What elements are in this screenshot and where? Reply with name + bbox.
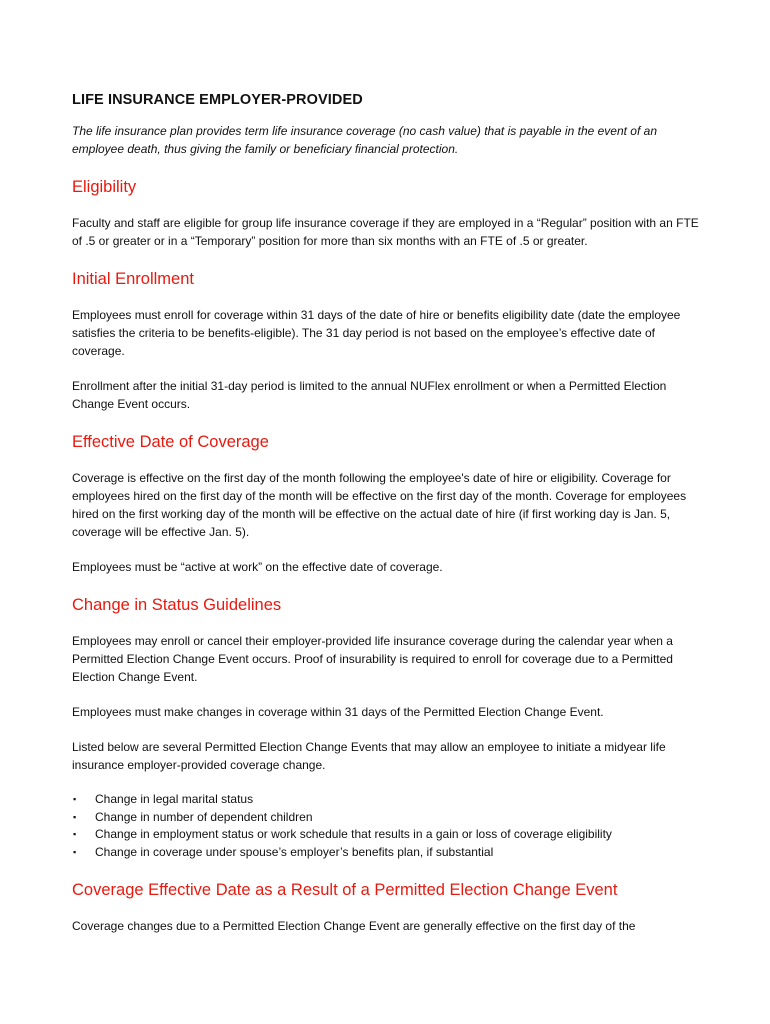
list-item <box>72 809 702 827</box>
list-item <box>72 844 702 862</box>
change-in-status-paragraph-1: Employees may enroll or cancel their employer-provided life insurance coverage during the calendar year when a Permitted Election Change Event occurs. Proof of insurability is required to enroll for coverage due to a Permitted Election Change Event. <box>72 634 673 684</box>
effective-date-paragraph-1: Coverage is effective on the first day of the month following the employee's date of hire or eligibility. Coverage for employees hired on the first day of the month will be effective on the first day of the month. Coverage for employees hired on the first working day of the month will be effective on the actual date of hire (if first working day is Jan. 5, coverage will be effective Jan. 5). <box>72 471 687 539</box>
effective-date-paragraph-2: Employees must be “active at work” on the effective date of coverage. <box>72 560 443 574</box>
heading-coverage-effective-date: Coverage Effective Date as a Result of a Permitted Election Change Event <box>72 881 618 899</box>
bullet-icon: ▪ <box>73 794 77 804</box>
list-item-text: Change in employment status or work schedule that results in a gain or loss of coverage eligibility <box>95 827 612 841</box>
heading-initial-enrollment: Initial Enrollment <box>72 270 194 288</box>
list-item-text: Change in legal marital status <box>95 792 254 806</box>
list-item <box>72 791 702 809</box>
change-in-status-paragraph-3: Listed below are several Permitted Election Change Events that may allow an employee to initiate a midyear life insurance employer-provided coverage change. <box>72 740 666 772</box>
heading-effective-date: Effective Date of Coverage <box>72 433 269 451</box>
bullet-icon: ▪ <box>73 811 77 822</box>
initial-enrollment-paragraph-1: Employees must enroll for coverage within 31 days of the date of hire or benefits eligibility date (date the employee satisfies the criteria to be benefits-eligible). The 31 day period is not based on the employee’s effective date of coverage. <box>72 308 681 358</box>
change-in-status-paragraph-2: Employees must make changes in coverage within 31 days of the Permitted Election Change Event. <box>72 705 604 719</box>
eligibility-paragraph: Faculty and staff are eligible for group life insurance coverage if they are employed in a “Regular” position with an FTE of .5 or greater or in a “Temporary” position for more than six months with an FTE of .5 or greater. <box>72 216 699 248</box>
document-title: LIFE INSURANCE EMPLOYER-PROVIDED <box>72 92 363 108</box>
permitted-events-list <box>72 791 702 861</box>
initial-enrollment-paragraph-2: Enrollment after the initial 31-day period is limited to the annual NUFlex enrollment or when a Permitted Election Change Event occurs. <box>72 379 667 411</box>
list-item-text: Change in coverage under spouse’s employer’s benefits plan, if substantial <box>95 844 494 859</box>
list-item-text: Change in number of dependent children <box>95 809 313 824</box>
document-page <box>72 92 702 952</box>
bullet-icon: ▪ <box>73 829 77 839</box>
heading-eligibility: Eligibility <box>72 178 137 196</box>
coverage-effective-date-paragraph: Coverage changes due to a Permitted Election Change Event are generally effective on the first day of the <box>72 919 636 933</box>
intro-paragraph: The life insurance plan provides term life insurance coverage (no cash value) that is payable in the event of an employee death, thus giving the family or beneficiary financial protection. <box>72 124 657 156</box>
heading-change-in-status: Change in Status Guidelines <box>72 596 282 614</box>
bullet-icon: ▪ <box>73 846 77 857</box>
list-item <box>72 826 702 844</box>
